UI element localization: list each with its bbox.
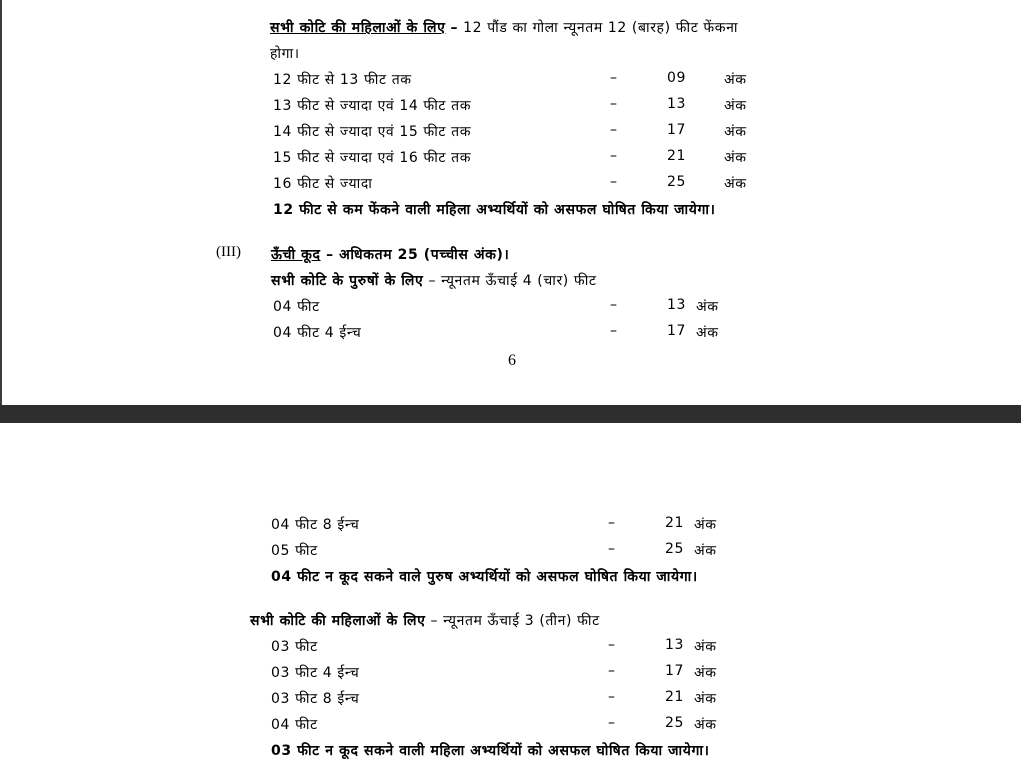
women-shotput-line: [270, 18, 738, 37]
women-highjump-rest: – न्यूनतम ऊँचाई 3 (तीन) फीट: [430, 613, 600, 629]
row-label: 04 फीट 8 ईन्च: [271, 517, 360, 533]
row-value: 13: [665, 637, 685, 653]
row-unit: अंक: [724, 176, 747, 192]
shotput-fail-note: 12 फीट से कम फेंकने वाली महिला अभ्यर्थियों को असफल घोषित किया जायेगा।: [273, 202, 716, 218]
row-label: 12 फीट से 13 फीट तक: [273, 72, 412, 88]
row-dash: –: [610, 122, 618, 138]
highjump-heading-rest: – अधिकतम 25 (पच्चीस अंक)।: [326, 247, 510, 263]
women-shotput-text-cont: होगा।: [270, 46, 300, 62]
row-unit: अंक: [694, 691, 717, 707]
row-label: 04 फीट 4 ईन्च: [273, 325, 362, 341]
row-dash: –: [608, 541, 616, 557]
row-unit: अंक: [696, 325, 719, 341]
table-row: [2, 174, 1021, 194]
row-value: 21: [667, 148, 687, 164]
row-dash: –: [610, 148, 618, 164]
women-shotput-heading: सभी कोटि की महिलाओं के लिए: [270, 20, 446, 36]
row-value: 17: [667, 122, 687, 138]
row-dash: –: [610, 174, 618, 190]
women-fail-note: 03 फीट न कूद सकने वाली महिला अभ्यर्थियों को असफल घोषित किया जायेगा।: [271, 743, 710, 759]
page-7: [0, 423, 1021, 775]
row-value: 09: [667, 70, 687, 86]
table-row: [0, 715, 1021, 735]
row-label: 03 फीट 8 ईन्च: [271, 691, 360, 707]
row-dash: –: [608, 715, 616, 731]
page-separator: [0, 405, 1021, 423]
men-fail-note: 04 फीट न कूद सकने वाले पुरुष अभ्यर्थियों को असफल घोषित किया जायेगा।: [271, 569, 698, 585]
table-row: [2, 70, 1021, 90]
row-value: 25: [665, 715, 685, 731]
row-dash: –: [608, 515, 616, 531]
row-label: 16 फीट से ज्यादा: [273, 176, 373, 192]
row-unit: अंक: [724, 124, 747, 140]
row-label: 03 फीट 4 ईन्च: [271, 665, 360, 681]
row-dash: –: [608, 637, 616, 653]
table-row: [2, 297, 1021, 317]
row-label: 03 फीट: [271, 639, 318, 655]
row-unit: अंक: [696, 299, 719, 315]
row-dash: –: [608, 663, 616, 679]
row-dash: –: [608, 689, 616, 705]
row-dash: –: [610, 323, 618, 339]
row-unit: अंक: [694, 717, 717, 733]
row-label: 04 फीट: [271, 717, 318, 733]
row-unit: अंक: [724, 98, 747, 114]
women-shotput-text: 12 पौंड का गोला न्यूनतम 12 (बारह) फीट फेंकना: [463, 20, 739, 36]
row-value: 17: [665, 663, 685, 679]
table-row: [0, 637, 1021, 657]
men-highjump-line: [271, 271, 597, 290]
women-highjump-line: [250, 611, 600, 630]
row-unit: अंक: [724, 72, 747, 88]
table-row: [2, 148, 1021, 168]
men-highjump-rest: – न्यूनतम ऊँचाई 4 (चार) फीट: [428, 273, 597, 289]
row-unit: अंक: [694, 639, 717, 655]
row-label: 15 फीट से ज्यादा एवं 16 फीट तक: [273, 150, 472, 166]
row-unit: अंक: [694, 543, 717, 559]
row-value: 17: [667, 323, 687, 339]
row-dash: –: [610, 96, 618, 112]
row-label: 05 फीट: [271, 543, 318, 559]
row-label: 14 फीट से ज्यादा एवं 15 फीट तक: [273, 124, 472, 140]
row-value: 21: [665, 515, 685, 531]
page-number: 6: [508, 352, 516, 369]
row-value: 25: [667, 174, 687, 190]
row-value: 25: [665, 541, 685, 557]
table-row: [2, 96, 1021, 116]
row-label: 04 फीट: [273, 299, 320, 315]
highjump-heading: ऊँची कूद: [271, 247, 321, 263]
women-highjump-heading: सभी कोटि की महिलाओं के लिए: [250, 613, 426, 629]
row-label: 13 फीट से ज्यादा एवं 14 फीट तक: [273, 98, 472, 114]
men-highjump-heading: सभी कोटि के पुरुषों के लिए: [271, 273, 424, 289]
section-numeral: (III): [216, 244, 241, 260]
row-value: 13: [667, 96, 687, 112]
row-value: 21: [665, 689, 685, 705]
table-row: [0, 541, 1021, 561]
heading-dash: –: [450, 20, 459, 36]
table-row: [2, 122, 1021, 142]
row-dash: –: [610, 297, 618, 313]
row-unit: अंक: [724, 150, 747, 166]
row-unit: अंक: [694, 665, 717, 681]
row-unit: अंक: [694, 517, 717, 533]
table-row: [0, 515, 1021, 535]
row-value: 13: [667, 297, 687, 313]
table-row: [0, 689, 1021, 709]
table-row: [2, 323, 1021, 343]
highjump-heading-line: [271, 245, 509, 264]
table-row: [0, 663, 1021, 683]
row-dash: –: [610, 70, 618, 86]
